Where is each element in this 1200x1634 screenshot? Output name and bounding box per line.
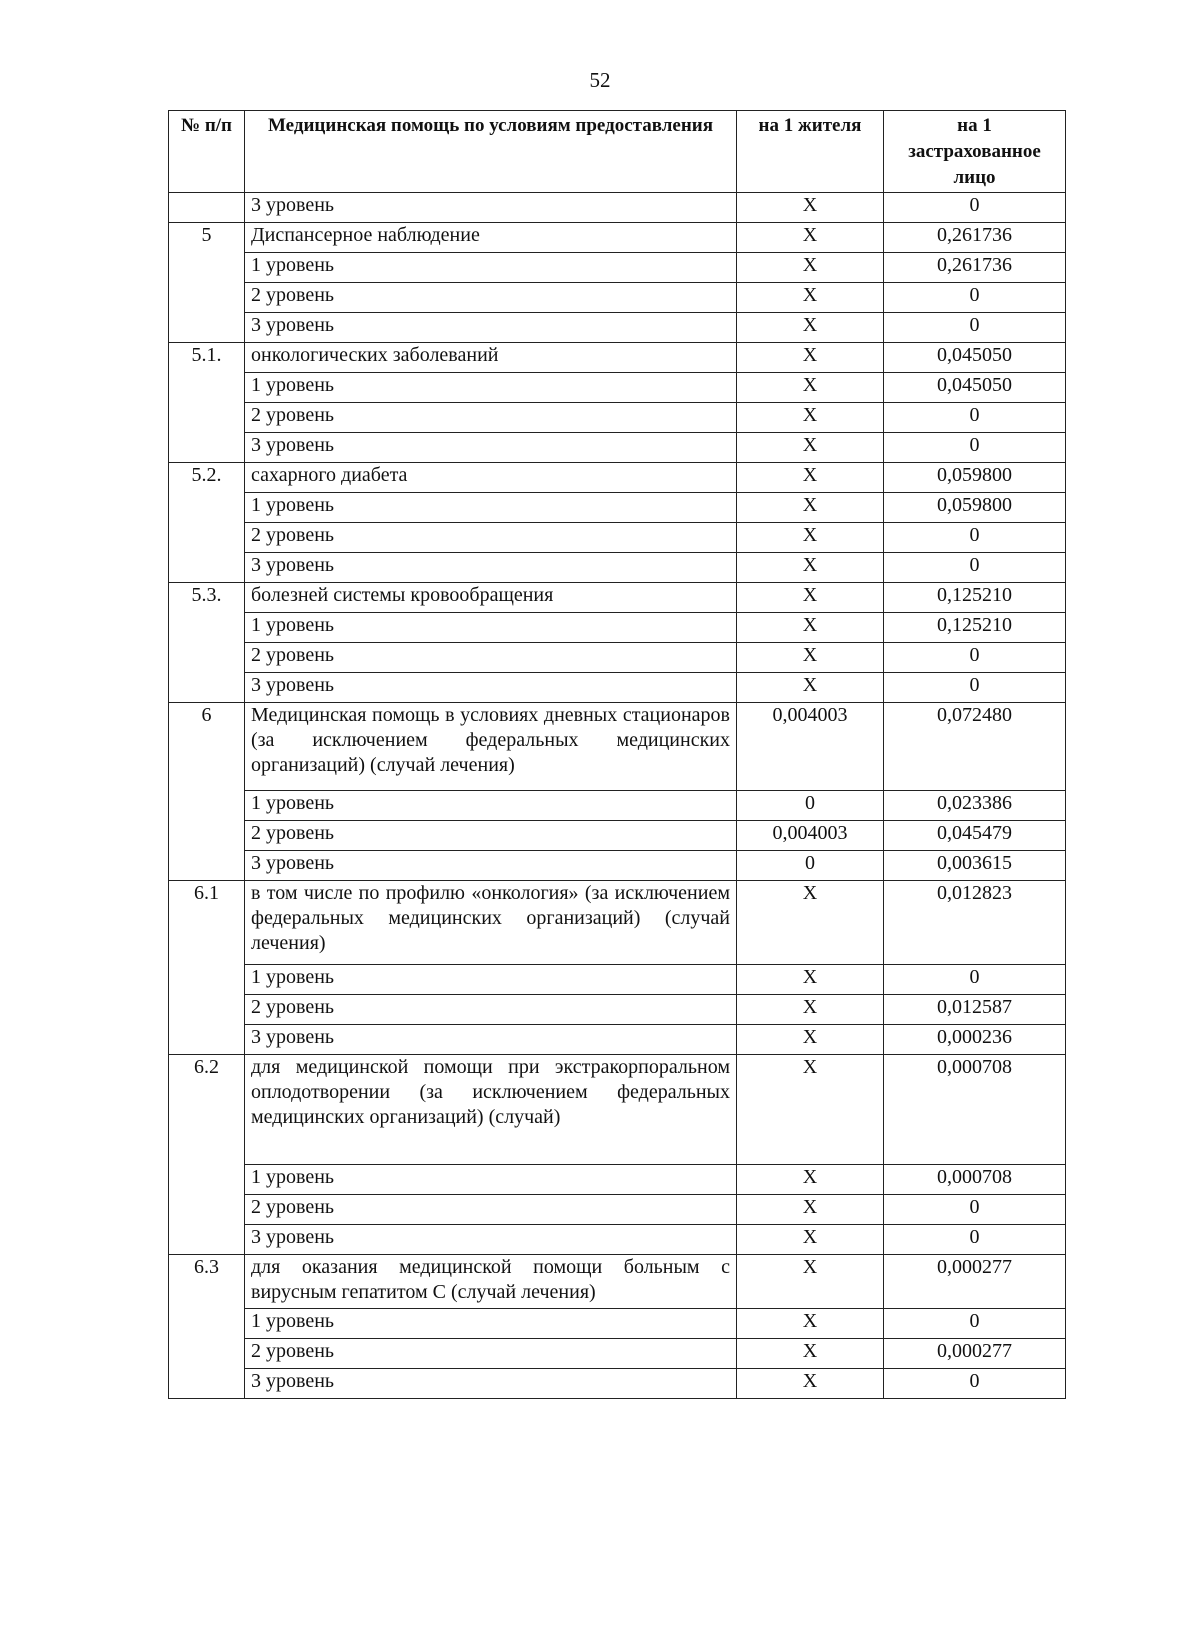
header-per-insured: на 1 застрахованное лицо <box>884 111 1066 193</box>
row-description: 1 уровень <box>245 791 737 821</box>
table-row <box>169 703 1066 791</box>
row-description: 2 уровень <box>245 995 737 1025</box>
row-description: онкологических заболеваний <box>245 343 737 373</box>
row-description: 1 уровень <box>245 1165 737 1195</box>
table-row <box>169 1225 1066 1255</box>
table-body <box>169 193 1066 1399</box>
row-description: 3 уровень <box>245 851 737 881</box>
row-per-resident: X <box>737 403 884 433</box>
row-per-insured: 0 <box>884 1369 1066 1399</box>
table-row <box>169 1339 1066 1369</box>
row-per-insured: 0 <box>884 643 1066 673</box>
row-description: 3 уровень <box>245 673 737 703</box>
row-per-resident: X <box>737 583 884 613</box>
row-per-insured: 0,045050 <box>884 373 1066 403</box>
table-row <box>169 1309 1066 1339</box>
table-row <box>169 643 1066 673</box>
row-per-insured: 0,012823 <box>884 881 1066 965</box>
table-row <box>169 433 1066 463</box>
row-per-resident: X <box>737 373 884 403</box>
row-description: в том числе по профилю «онкология» (за исключением федеральных медицинских организаций) (случай лечения) <box>245 881 737 965</box>
row-per-resident: X <box>737 965 884 995</box>
row-per-resident: X <box>737 1225 884 1255</box>
row-number: 5.3. <box>169 583 245 703</box>
row-per-insured: 0 <box>884 433 1066 463</box>
table-row <box>169 613 1066 643</box>
table-row <box>169 283 1066 313</box>
header-number: № п/п <box>169 111 245 193</box>
row-per-insured: 0 <box>884 1309 1066 1339</box>
row-per-resident: X <box>737 313 884 343</box>
table-row <box>169 523 1066 553</box>
row-description: 3 уровень <box>245 193 737 223</box>
row-per-resident: X <box>737 493 884 523</box>
row-per-insured: 0,261736 <box>884 253 1066 283</box>
row-per-resident: X <box>737 995 884 1025</box>
row-description: 1 уровень <box>245 965 737 995</box>
row-per-insured: 0 <box>884 673 1066 703</box>
table-row <box>169 965 1066 995</box>
table-row <box>169 223 1066 253</box>
row-description: 1 уровень <box>245 493 737 523</box>
table-row <box>169 1195 1066 1225</box>
row-per-insured: 0 <box>884 553 1066 583</box>
row-per-resident: X <box>737 613 884 643</box>
row-per-resident: X <box>737 673 884 703</box>
table-row <box>169 851 1066 881</box>
table-row <box>169 583 1066 613</box>
row-per-resident: X <box>737 343 884 373</box>
table-header-row <box>169 111 1066 193</box>
row-description: 2 уровень <box>245 523 737 553</box>
row-per-resident: X <box>737 193 884 223</box>
table-row <box>169 343 1066 373</box>
row-per-insured: 0,059800 <box>884 463 1066 493</box>
row-per-insured: 0,045050 <box>884 343 1066 373</box>
row-per-insured: 0,261736 <box>884 223 1066 253</box>
table-row <box>169 673 1066 703</box>
row-number: 5 <box>169 223 245 343</box>
row-per-insured: 0 <box>884 283 1066 313</box>
table-row <box>169 1255 1066 1309</box>
row-description: для медицинской помощи при экстракорпоральном оплодотворении (за исключением федеральных медицинских организаций) (случай) <box>245 1055 737 1165</box>
row-per-insured: 0,000236 <box>884 1025 1066 1055</box>
row-description: 3 уровень <box>245 1025 737 1055</box>
row-per-resident: 0,004003 <box>737 821 884 851</box>
row-per-insured: 0,003615 <box>884 851 1066 881</box>
table-row <box>169 463 1066 493</box>
row-description: Диспансерное наблюдение <box>245 223 737 253</box>
row-per-insured: 0 <box>884 313 1066 343</box>
row-per-resident: X <box>737 1369 884 1399</box>
row-per-insured: 0,000708 <box>884 1055 1066 1165</box>
row-number: 6 <box>169 703 245 881</box>
row-description: 3 уровень <box>245 1225 737 1255</box>
table-row <box>169 791 1066 821</box>
row-per-insured: 0,045479 <box>884 821 1066 851</box>
row-description: 2 уровень <box>245 403 737 433</box>
row-number: 6.1 <box>169 881 245 1055</box>
row-description: 1 уровень <box>245 613 737 643</box>
row-description: 2 уровень <box>245 643 737 673</box>
table-row <box>169 881 1066 965</box>
table-row <box>169 403 1066 433</box>
row-per-resident: 0,004003 <box>737 703 884 791</box>
table-row <box>169 1369 1066 1399</box>
table-row <box>169 313 1066 343</box>
row-description: болезней системы кровообращения <box>245 583 737 613</box>
row-per-insured: 0,023386 <box>884 791 1066 821</box>
row-per-insured: 0,059800 <box>884 493 1066 523</box>
row-description: 3 уровень <box>245 553 737 583</box>
row-per-resident: X <box>737 1195 884 1225</box>
table-row <box>169 553 1066 583</box>
row-per-resident: X <box>737 223 884 253</box>
row-description: для оказания медицинской помощи больным с вирусным гепатитом С (случай лечения) <box>245 1255 737 1309</box>
table-row <box>169 493 1066 523</box>
row-description: 2 уровень <box>245 283 737 313</box>
row-per-resident: X <box>737 283 884 313</box>
row-description: 2 уровень <box>245 1339 737 1369</box>
row-description: Медицинская помощь в условиях дневных стационаров (за исключением федеральных медицинских организаций) (случай лечения) <box>245 703 737 791</box>
row-description: 1 уровень <box>245 373 737 403</box>
row-per-insured: 0 <box>884 523 1066 553</box>
row-per-resident: X <box>737 643 884 673</box>
row-description: 3 уровень <box>245 433 737 463</box>
care-volume-table <box>168 110 1066 1399</box>
row-per-insured: 0 <box>884 965 1066 995</box>
row-number <box>169 193 245 223</box>
row-number: 5.2. <box>169 463 245 583</box>
row-per-insured: 0,012587 <box>884 995 1066 1025</box>
row-per-resident: X <box>737 1255 884 1309</box>
row-per-insured: 0 <box>884 403 1066 433</box>
row-number: 5.1. <box>169 343 245 463</box>
row-number: 6.2 <box>169 1055 245 1255</box>
row-per-insured: 0,000708 <box>884 1165 1066 1195</box>
table-row <box>169 373 1066 403</box>
row-per-resident: X <box>737 881 884 965</box>
row-per-resident: X <box>737 1025 884 1055</box>
row-per-resident: X <box>737 433 884 463</box>
row-description: 2 уровень <box>245 1195 737 1225</box>
row-per-insured: 0,072480 <box>884 703 1066 791</box>
row-per-resident: X <box>737 523 884 553</box>
row-per-insured: 0 <box>884 1225 1066 1255</box>
row-per-insured: 0,125210 <box>884 583 1066 613</box>
table-row <box>169 995 1066 1025</box>
row-per-resident: X <box>737 1165 884 1195</box>
row-number: 6.3 <box>169 1255 245 1399</box>
table-row <box>169 253 1066 283</box>
row-per-insured: 0 <box>884 1195 1066 1225</box>
row-per-resident: X <box>737 1309 884 1339</box>
row-per-resident: 0 <box>737 791 884 821</box>
table-row <box>169 1055 1066 1165</box>
row-per-resident: 0 <box>737 851 884 881</box>
row-description: сахарного диабета <box>245 463 737 493</box>
row-per-insured: 0 <box>884 193 1066 223</box>
header-description: Медицинская помощь по условиям предоставления <box>245 111 737 193</box>
header-per-resident: на 1 жителя <box>737 111 884 193</box>
row-per-resident: X <box>737 463 884 493</box>
row-description: 1 уровень <box>245 1309 737 1339</box>
table-row <box>169 821 1066 851</box>
row-description: 3 уровень <box>245 1369 737 1399</box>
table-row <box>169 1165 1066 1195</box>
row-per-resident: X <box>737 1055 884 1165</box>
row-description: 1 уровень <box>245 253 737 283</box>
row-per-insured: 0,000277 <box>884 1255 1066 1309</box>
row-description: 2 уровень <box>245 821 737 851</box>
page-number: 52 <box>589 68 611 92</box>
row-per-insured: 0,125210 <box>884 613 1066 643</box>
row-per-insured: 0,000277 <box>884 1339 1066 1369</box>
row-per-resident: X <box>737 1339 884 1369</box>
row-per-resident: X <box>737 553 884 583</box>
row-per-resident: X <box>737 253 884 283</box>
row-description: 3 уровень <box>245 313 737 343</box>
table-row <box>169 193 1066 223</box>
table-row <box>169 1025 1066 1055</box>
